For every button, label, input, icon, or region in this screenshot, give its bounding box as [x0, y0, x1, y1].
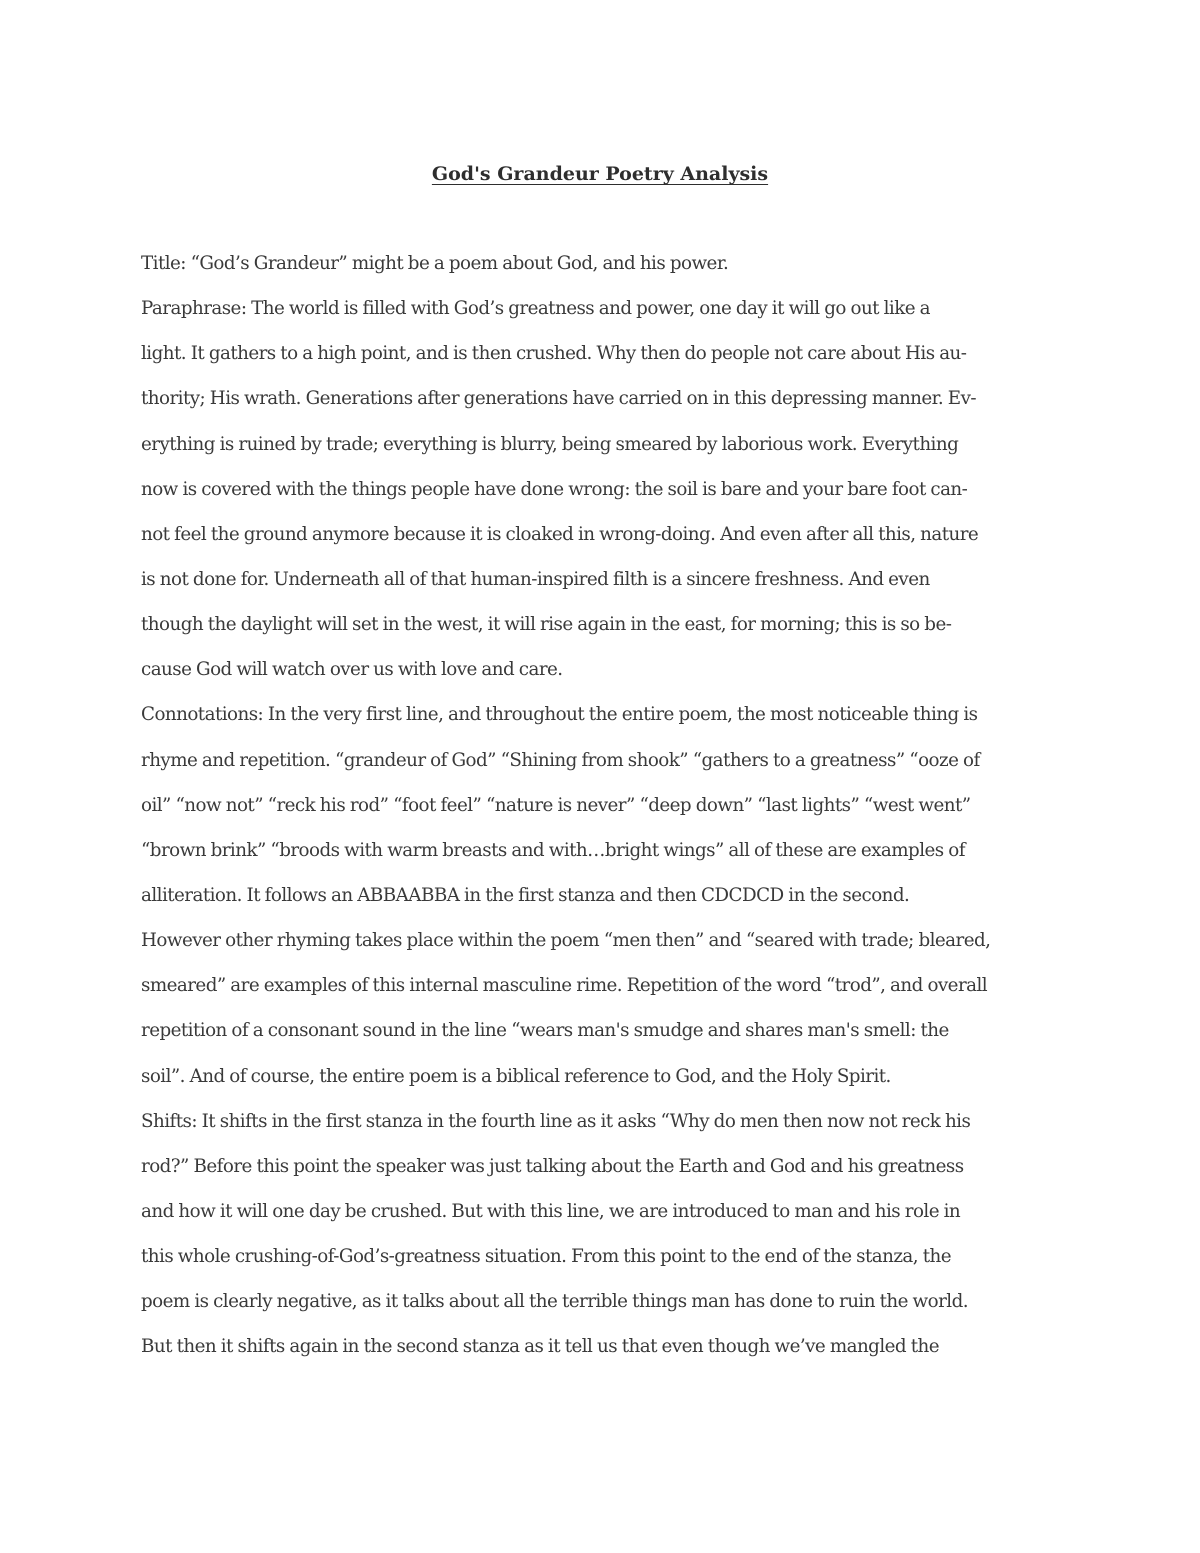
text-line: Shifts: It shifts in the first stanza in the fourth line as it asks “Why do men then now not reck his [141, 1110, 971, 1132]
text-line: and how it will one day be crushed. But with this line, we are introduced to man and his role in [141, 1200, 961, 1222]
text-line: is not done for. Underneath all of that human-inspired filth is a sincere freshness. And even [141, 568, 930, 590]
text-line: cause God will watch over us with love and care. [141, 659, 563, 681]
text-line: rod?” Before this point the speaker was just talking about the Earth and God and his greatness [141, 1155, 964, 1177]
text-line: poem is clearly negative, as it talks about all the terrible things man has done to ruin the world. [141, 1291, 969, 1313]
text-line: though the daylight will set in the west, it will rise again in the east, for morning; this is so be- [141, 614, 952, 636]
text-line: erything is ruined by trade; everything is blurry, being smeared by laborious work. Everything [141, 433, 959, 455]
text-line: this whole crushing-of-God’s-greatness situation. From this point to the end of the stanza, the [141, 1246, 951, 1268]
text-line: thority; His wrath. Generations after generations have carried on in this depressing manner. Ev- [141, 388, 976, 410]
text-line: alliteration. It follows an ABBAABBA in the first stanza and then CDCDCD in the second. [141, 884, 910, 906]
document-title: God's Grandeur Poetry Analysis [431, 163, 769, 185]
text-line: Paraphrase: The world is filled with God’s greatness and power, one day it will go out like a [141, 298, 931, 320]
text-line: Connotations: In the very first line, and throughout the entire poem, the most noticeable thing is [141, 704, 978, 726]
text-line: soil”. And of course, the entire poem is a biblical reference to God, and the Holy Spirit. [141, 1065, 891, 1087]
text-line: light. It gathers to a high point, and is then crushed. Why then do people not care about His au- [141, 343, 967, 365]
text-line: “brown brink” “broods with warm breasts and with…bright wings” all of these are examples of [141, 839, 965, 861]
text-line: oil” “now not” “reck his rod” “foot feel” “nature is never” “deep down” “last lights” “west went” [141, 794, 971, 816]
document-body [141, 248, 1101, 1377]
text-line: now is covered with the things people have done wrong: the soil is bare and your bare foot can- [141, 478, 968, 500]
text-line: However other rhyming takes place within the poem “men then” and “seared with trade; bleared, [141, 930, 991, 952]
text-line: rhyme and repetition. “grandeur of God” “Shining from shook” “gathers to a greatness” “ooze of [141, 749, 980, 771]
text-line: But then it shifts again in the second stanza as it tell us that even though we’ve mangled the [141, 1336, 940, 1358]
text-line: not feel the ground anymore because it is cloaked in wrong-doing. And even after all this, nature [141, 523, 979, 545]
text-line: Title: “God’s Grandeur” might be a poem about God, and his power. [141, 253, 729, 274]
text-line: repetition of a consonant sound in the line “wears man's smudge and shares man's smell: the [141, 1020, 949, 1042]
text-line: smeared” are examples of this internal masculine rime. Repetition of the word “trod”, and overall [141, 975, 988, 997]
